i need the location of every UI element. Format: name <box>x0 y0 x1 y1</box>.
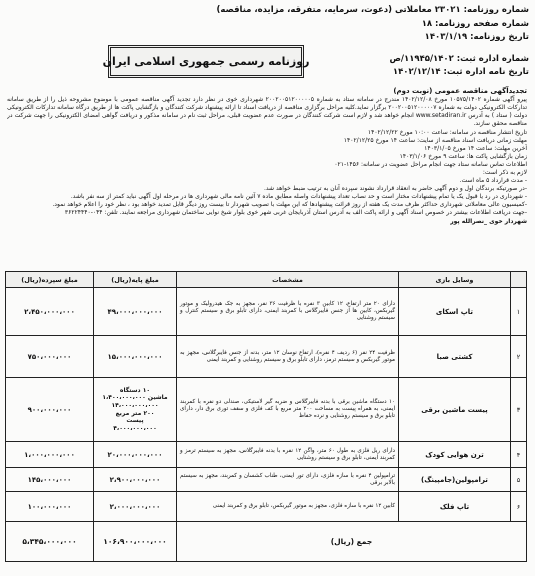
table-row <box>6 468 527 492</box>
base-price-line: ۱۴،۰۰۰،۰۰۰،۰۰۰ <box>111 401 159 409</box>
note-deposit-forfeit: -در صورتیکه برندگان اول و دوم آگهی حاضر به انعقاد قرارداد نشوند سپرده آنان به ترتیب ضبط خواهد شد. <box>264 185 527 192</box>
row-number: ۱ <box>511 288 527 336</box>
registry-number: شماره اداره ثبت: ۱۱۹۴۵/۱۴۰۲/ص <box>389 54 529 64</box>
newspaper-number: شماره روزنامه: ۲۳۰۲۱ معاملاتی (دعوت، سرمایه، متفرقه، مزایده، مناقصه) <box>216 5 529 15</box>
note-contract-duration: - مدت قرارداد ۵ ماه است. <box>459 177 527 184</box>
row-number: ۶ <box>511 492 527 522</box>
table-header-row <box>6 272 527 288</box>
table-row <box>6 442 527 468</box>
schedule-contact-info: اطلاعات تماس سامانه ستاد جهت انجام مراحل عضویت در سامانه: ۱۴۵۶-۰۲۱ <box>334 161 527 168</box>
table-row <box>6 336 527 378</box>
base-price-line: ماشین ۱،۴۰۰،۰۰۰،۰۰۰ <box>102 394 168 402</box>
base-price: ۲،۹۰۰،۰۰۰،۰۰۰ <box>94 468 177 492</box>
item-name: ترن هوایی کودک <box>399 442 511 468</box>
total-base-price: ۱۰۶،۹۰۰،۰۰۰،۰۰۰ <box>94 522 177 562</box>
row-number-header <box>511 272 527 288</box>
base-price-line: ۱۰ دستگاه <box>119 386 151 394</box>
specs-header: مشخصات <box>177 272 399 288</box>
base-price: ۱۵،۰۰۰،۰۰۰،۰۰۰ <box>94 336 177 378</box>
item-specs: ظرفیت ۲۴ نفر (۶ ردیف ۴ نفره)، ارتفاع نوسان ۱۲ متر، بدنه از جنس فایبرگلاس، مجهز به موتور گیربکس و سیستم ترمز، دارای تابلو برق و سیستم روشنایی و کمربند ایمنی <box>177 336 399 378</box>
table-row <box>6 378 527 442</box>
row-number: ۴ <box>511 442 527 468</box>
item-specs: ترامپولین ۴ نفره با سازه فلزی، دارای تور ایمنی، طناب کشسان و کمربند، مجهز به سیستم بالابر برقی <box>177 468 399 492</box>
newspaper-date: تاریخ روزنامه: ۱۴۰۳/۱/۱۹ <box>424 32 529 42</box>
base-price <box>94 378 177 442</box>
signature: شهردار خوی _نصرالله پور <box>450 218 527 225</box>
base-price: ۲۰،۰۰۰،۰۰۰،۰۰۰ <box>94 442 177 468</box>
total-label: جمع (ریال) <box>177 522 527 562</box>
deposit-amount: ۱،۰۰۰،۰۰۰،۰۰۰ <box>6 442 94 468</box>
item-specs: ۱۰ دستگاه ماشین برقی با بدنه فایبرگلاس و ضربه گیر لاستیکی، صندلی دو نفره با کمربند ایمنی، به همراه پیست به مساحت ۲۰۰ متر مربع با کف فلزی و سقف توری برق دار، دارای تابلو برق و سیستم روشنایی و نرده حفاظ <box>177 378 399 442</box>
item-name: کشتی صبا <box>399 336 511 378</box>
table-row <box>6 288 527 336</box>
registry-date: تاریخ نامه اداره ثبت: ۱۴۰۲/۱۲/۱۴ <box>392 67 529 77</box>
base-price-header: مبلغ پایه(ریال) <box>94 272 177 288</box>
total-deposit: ۵،۳۴۵،۰۰۰،۰۰۰ <box>6 522 94 562</box>
row-number: ۵ <box>511 468 527 492</box>
notice-title: تجدیدآگهی مناقصه عمومی (نوبت دوم) <box>393 87 527 95</box>
item-specs: دارای ریل فلزی به طول ۶۰ متر، واگن ۱۲ نفره با بدنه فایبرگلاس، مجهز به سیستم ترمز و کمربند ایمنی، تابلو برق و سیستم روشنایی <box>177 442 399 468</box>
deposit-amount: ۱۰۰،۰۰۰،۰۰۰ <box>6 492 94 522</box>
base-price-line: ۴،۰۰۰،۰۰۰،۰۰۰ <box>113 424 157 432</box>
notes-heading: لازم به ذکر است: <box>482 169 527 176</box>
tender-items-table <box>5 271 527 562</box>
total-row <box>6 522 527 562</box>
newspaper-logo-text: روزنامه رسمی جمهوری اسلامی ایران <box>102 55 310 68</box>
base-price: ۴۹،۰۰۰،۰۰۰،۰۰۰ <box>94 288 177 336</box>
item-name: تاپ اسکای <box>399 288 511 336</box>
deposit-amount: ۱۴۵،۰۰۰،۰۰۰ <box>6 468 94 492</box>
newspaper-logo <box>102 45 310 78</box>
item-name: ترامپولین(جامپینگ) <box>399 468 511 492</box>
row-number: ۲ <box>511 336 527 378</box>
deposit-amount: ۲،۴۵۰،۰۰۰،۰۰۰ <box>6 288 94 336</box>
item-header: وسایل بازی <box>399 272 511 288</box>
note-municipality-rights: - شهرداری در رد یا قبول یک یا تمام پیشنهادات مختار است و حد نصاب تعداد پیشنهادات واصله مطابق ماده ۷ آئین نامه مالی شهرداری ها در مرحله اول آگهی نباید کمتر از سه نفر باشد. <box>70 193 527 200</box>
schedule-publish-date: تاریخ انتشار مناقصه در سامانه: ساعت ۱۰:۰۰ مورخ ۱۴۰۲/۱۲/۲۲ <box>367 129 527 136</box>
table-row <box>6 492 527 522</box>
item-specs: کابین ۱۲ نفره با سازه فلزی، مجهز به موتور گیربکس، تابلو برق و کمربند ایمنی <box>177 492 399 522</box>
deposit-amount: ۹۰۰،۰۰۰،۰۰۰ <box>6 378 94 442</box>
base-price-line: پیست <box>126 417 144 425</box>
item-name: پیست ماشین برقی <box>399 378 511 442</box>
deposit-header: مبلغ سپرده(ریال) <box>6 272 94 288</box>
schedule-document-deadline: مهلت زمانی دریافت اسناد مناقصه از سایت: ساعت ۱۴ مورخ ۱۴۰۲/۱۲/۲۵ <box>343 137 527 144</box>
newspaper-page-number: شماره صفحه روزنامه: ۱۸ <box>421 19 529 29</box>
schedule-final-deadline: آخرین مهلت: ساعت ۱۴ مورخ ۱۴۰۳/۱/۰۵ <box>424 145 527 152</box>
deposit-amount: ۷۵۰،۰۰۰،۰۰۰ <box>6 336 94 378</box>
base-price-line: ۲۰۰ متر مربع <box>115 409 155 417</box>
note-more-info: -جهت دریافت اطلاعات بیشتر در خصوص اسناد آگهی و ارائه پاکت الف به آدرس استان آذربایجان غربی شهر خوی بلوار شیخ نوایی ساختمان شهرداری مراجعه نمایند. تلفن: ۰۴۴-۳۶۲۲۴۴۴۰ <box>64 209 527 216</box>
item-name: تاپ فلک <box>399 492 511 522</box>
tender-notice <box>7 86 527 268</box>
base-price: ۲،۰۰۰،۰۰۰،۰۰۰ <box>94 492 177 522</box>
notice-intro: پیرو آگهی شماره ۱۰۵۷۵/۱۴۰۲ مورخ ۱۴۰۲/۱۲/۰۸ مندرج در سامانه ستاد به شماره ۲۰۰۲۰۰۵۱۲۰۰۰۰۰۵ شهرداری خوی در نظر دارد تجدید آگهی مناقصه عمومی با موضوع مشروحه ذیل را از طریق سامانه تدارکات الکترونیکی دولت به شماره ۲۰۰۲۰۰۵۱۲۰۰۰۰۰۷ برگزار نماید.کلیه مراحل برگزاری مناقصه از دریافت اسناد تا ارائه پیشنهاد شرکت کنندگان و بازگشایی پاکت ها از طریق درگاه سامانه تدارکات الکترونیکی دولت ( ستاد ) به آدرس www.setadiran.ir انجام خواهد شد و لازم است شرکت کنندگان در صورت عدم عضویت قبلی، مراحل ثبت نام در سامانه مذکور و دریافت گواهی امضای الکترونیکی را جهت شرکت در مناقصه محقق سازند. <box>7 96 527 127</box>
item-specs: دارای ۲۰ متر ارتفاع، ۱۲ کابین ۳ نفره با ظرفیت ۳۶ نفر، مجهز به جک هیدرولیک و موتور گیربکس، کابین ها از جنس فایبرگلاس با کمربند ایمنی، دارای تابلو برق و سیستم کنترل و سیستم روشنایی <box>177 288 399 336</box>
row-number: ۳ <box>511 378 527 442</box>
note-commission: -کمیسیون عالی معاملاتی شهرداری حداکثر ظرف مدت یک هفته از روز قرائت پیشنهادها که این مهلت با تصویب شهردار تا بیست روز دیگر قابل تمدید خواهد بود ، نظر خود را اعلام خواهد نمود. <box>52 201 527 208</box>
schedule-opening-time: زمان بازگشایی پاکت ها: ساعت ۹ مورخ ۱۴۰۳/۱/۰۶ <box>399 153 527 160</box>
